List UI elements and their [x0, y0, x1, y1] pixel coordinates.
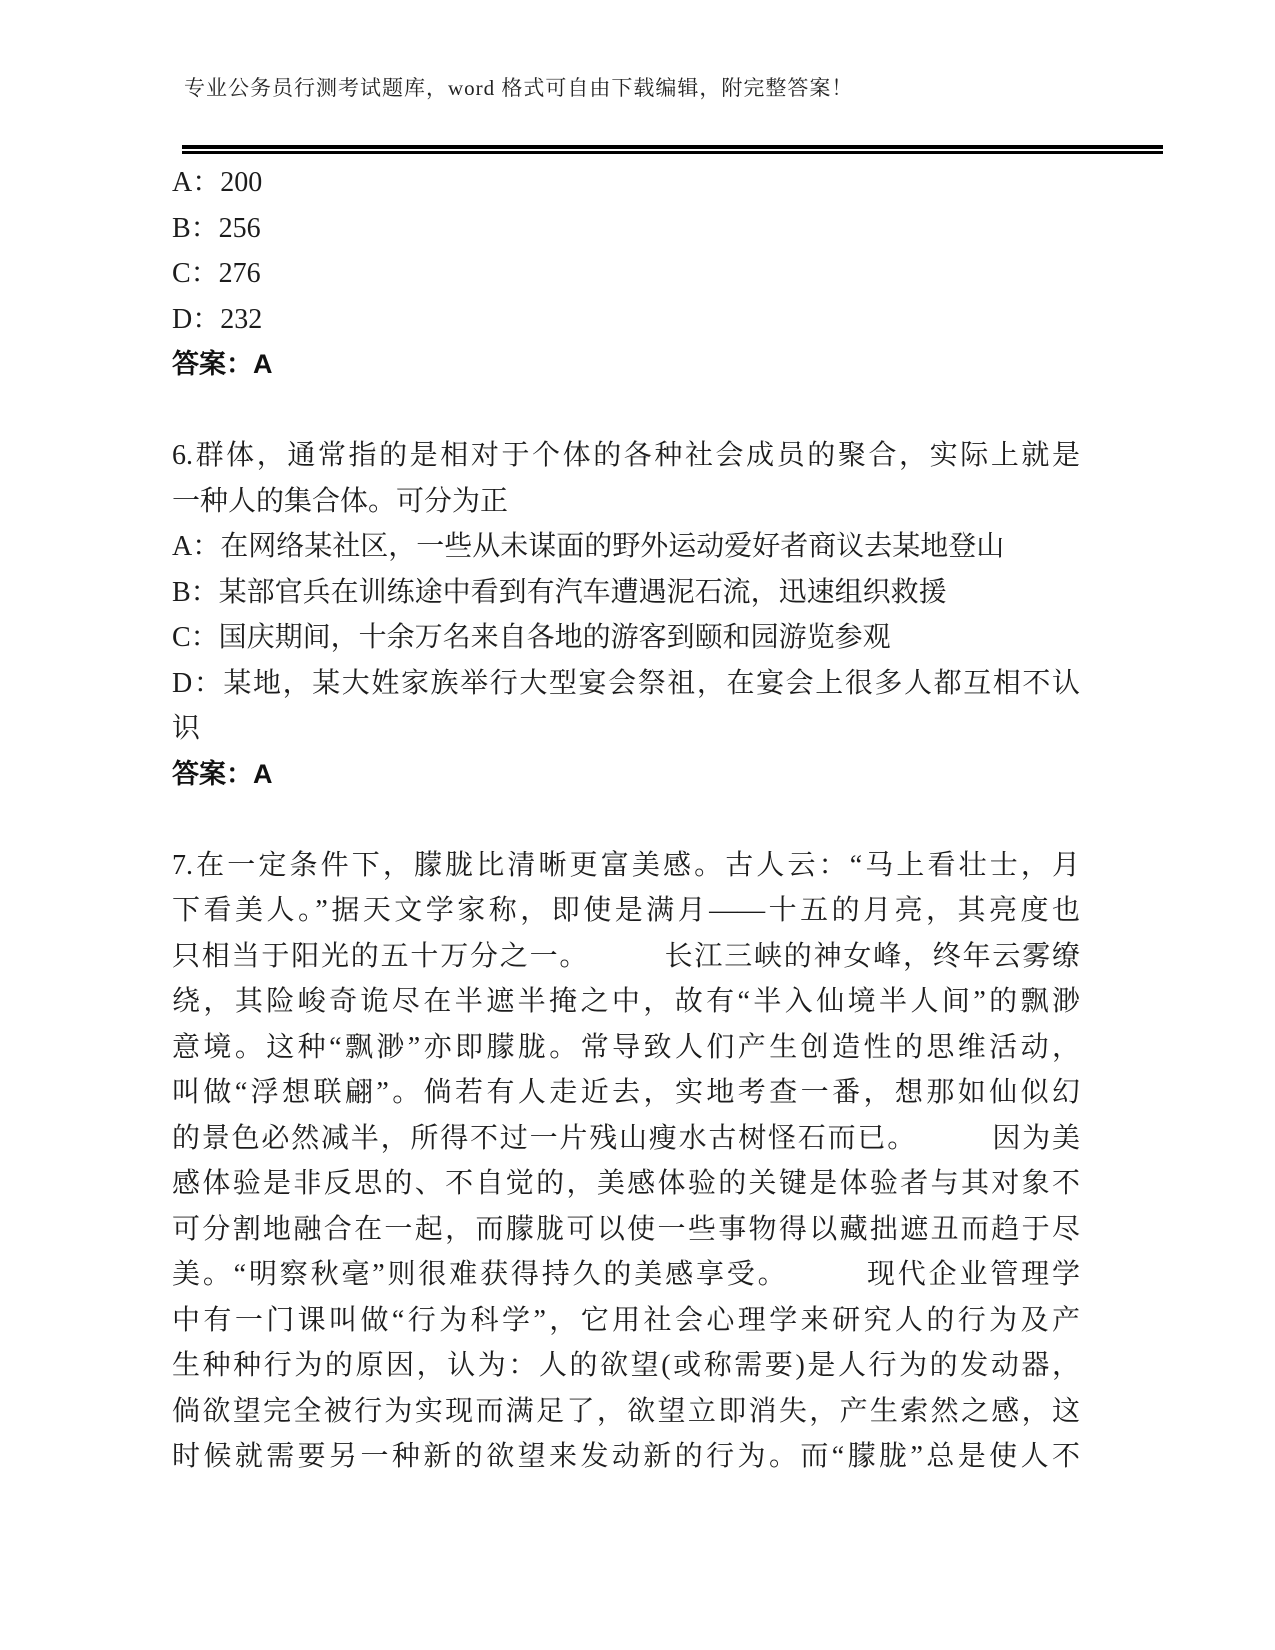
q7-paragraph-line: 生种种行为的原因，认为：人的欲望(或称需要)是人行为的发动器，	[172, 1350, 1080, 1381]
document-body	[172, 160, 1080, 1480]
q5-option-a: A：200	[172, 167, 263, 198]
q7-paragraph-line: 意境。这种“飘渺”亦即朦胧。常导致人们产生创造性的思维活动，	[172, 1031, 1080, 1063]
q6-option-b: B：某部官兵在训练途中看到有汽车遭遇泥石流，迅速组织救援	[172, 576, 947, 608]
q7-paragraph-line: 时候就需要另一种新的欲望来发动新的行为。而“朦胧”总是使人不	[172, 1441, 1080, 1472]
q6-answer: 答案：A	[172, 758, 273, 789]
q7-paragraph-line: 的景色必然减半，所得不过一片残山瘦水古树怪石而已。 因为美	[172, 1122, 1080, 1154]
q7-paragraph-line: 绕，其险峻奇诡尽在半遮半掩之中，故有“半入仙境半人间”的飘渺	[172, 986, 1080, 1017]
q7-paragraph-line: 倘欲望完全被行为实现而满足了，欲望立即消失，产生索然之感，这	[172, 1395, 1080, 1427]
q5-option-c: C：276	[172, 258, 261, 289]
q7-paragraph-line: 感体验是非反思的、不自觉的，美感体验的关键是体验者与其对象不	[172, 1168, 1080, 1199]
q7-paragraph-line: 只相当于阳光的五十万分之一。 长江三峡的神女峰，终年云雾缭	[172, 940, 1080, 972]
page-header-text: 专业公务员行测考试题库，word 格式可自由下载编辑，附完整答案！	[184, 76, 854, 100]
q6-stem-line-1: 6.群体，通常指的是相对于个体的各种社会成员的聚合，实际上就是	[172, 440, 1080, 471]
q7-paragraph-line: 可分割地融合在一起，而朦胧可以使一些事物得以藏拙遮丑而趋于尽	[172, 1213, 1080, 1245]
q7-paragraph-line: 叫做“浮想联翩”。倘若有人走近去，实地考查一番，想那如仙似幻	[172, 1077, 1080, 1108]
q6-stem-line-2: 一种人的集合体。可分为正	[172, 485, 509, 517]
q6-option-c: C：国庆期间，十余万名来自各地的游客到颐和园游览参观	[172, 622, 891, 653]
q7-paragraph-line: 7.在一定条件下，朦胧比清晰更富美感。古人云：“马上看壮士，月	[172, 849, 1080, 881]
q6-option-a: A：在网络某社区，一些从未谋面的野外运动爱好者商议去某地登山	[172, 531, 1005, 562]
q7-paragraph-line: 下看美人。”据天文学家称，即使是满月——十五的月亮，其亮度也	[172, 895, 1080, 926]
q6-option-d-line-1: D：某地，某大姓家族举行大型宴会祭祖，在宴会上很多人都互相不认	[172, 667, 1080, 699]
q5-answer: 答案：A	[172, 349, 273, 379]
blank-line	[172, 388, 1080, 434]
q7-paragraph-line: 中有一门课叫做“行为科学”，它用社会心理学来研究人的行为及产	[172, 1304, 1080, 1336]
q5-option-b: B：256	[172, 212, 261, 244]
q6-option-d-line-2: 识	[172, 713, 201, 744]
q7-paragraph-line: 美。“明察秋毫”则很难获得持久的美感享受。 现代企业管理学	[172, 1259, 1080, 1290]
q5-option-d: D：232	[172, 303, 263, 335]
blank-line	[172, 797, 1080, 843]
header-divider	[182, 145, 1163, 154]
